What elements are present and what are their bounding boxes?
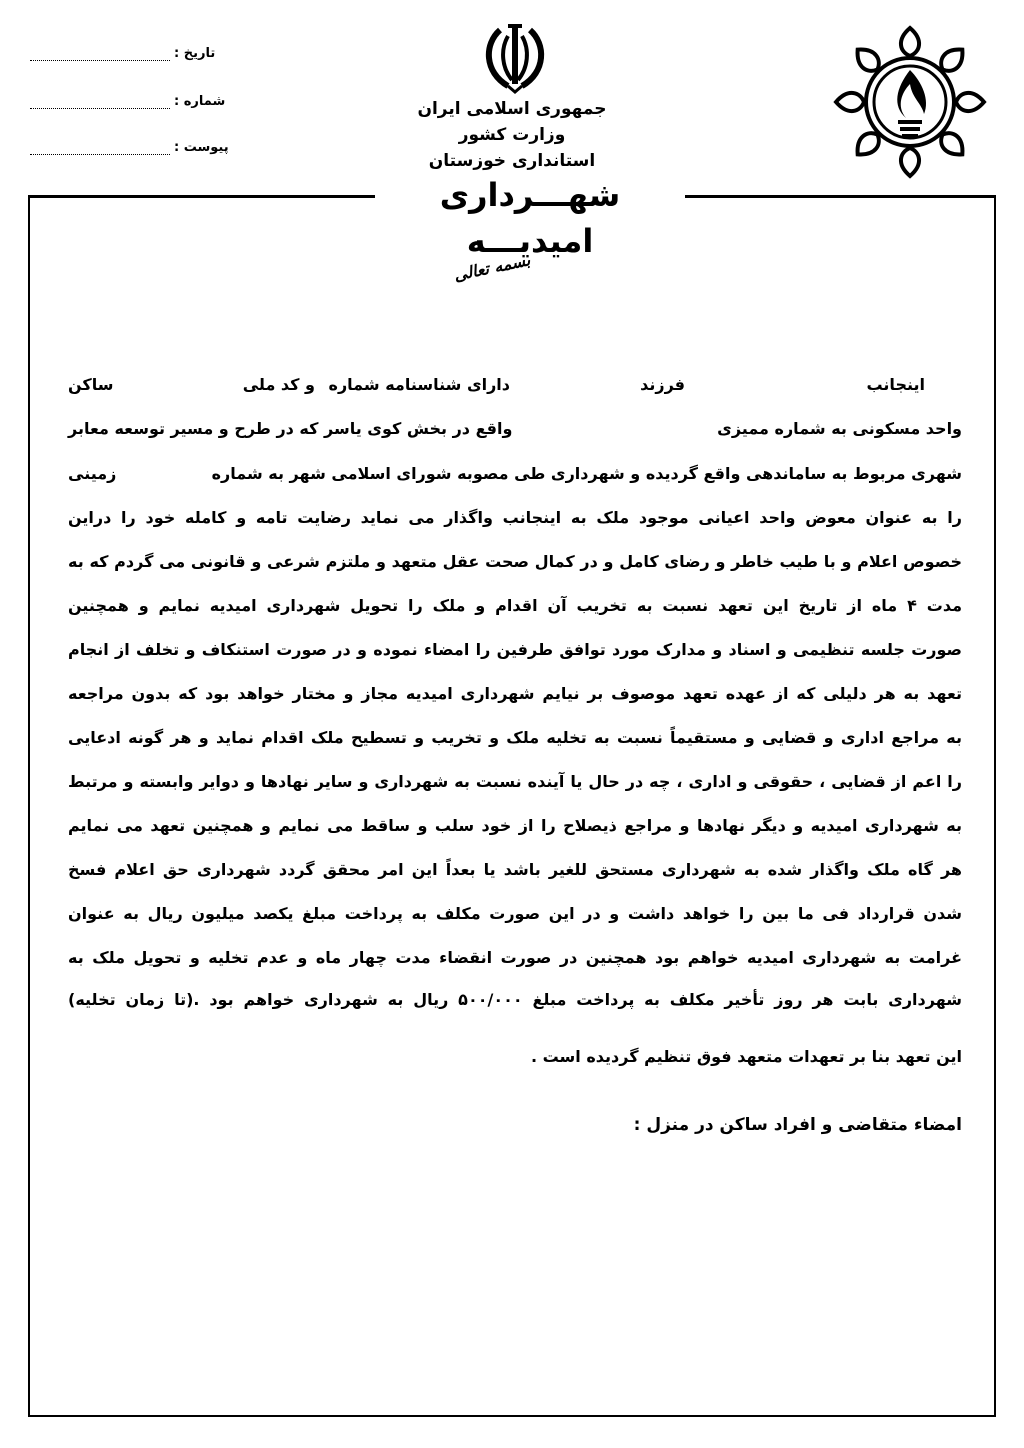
field-label-registry: واحد مسکونی به شماره ممیزی: [717, 419, 962, 438]
body-line: به مراجع اداری و قضایی و مستقیماً نسبت به تخلیه ملک و تخریب و تسطیح ملک اقدام نماید و هر گونه ادعایی: [68, 728, 962, 747]
body-text-fragment: شهری مربوط به ساماندهی واقع گردیده و شهرداری طی مصوبه شورای اسلامی شهر به شماره: [211, 464, 962, 483]
organization-header: [362, 96, 662, 174]
body-line: تعهد به هر دلیلی که از عهده تعهد موصوف بر نیایم شهرداری امیدیه مجاز و مختار خواهد بود که بدون مراجعه: [68, 684, 962, 703]
signature-label: امضاء متقاضی و افراد ساکن در منزل :: [633, 1115, 962, 1135]
body-line: به شهرداری امیدیه و دیگر نهادها و مراجع ذیصلاح را از خود سلب و ساقط می نمایم و همچنین تعهد می نمایم: [68, 816, 962, 835]
org-line-ministry: وزارت کشور: [458, 125, 566, 145]
body-line: هر گاه ملک واگذار شده به شهرداری مستحق للغیر باشد یا بعداً این امر محقق گردد شهرداری حق اعلام فسخ: [68, 860, 962, 879]
field-label-father: فرزند: [640, 375, 685, 394]
body-line: صورت جلسه تنظیمی و اسناد و مدارک مورد توافق طرفین را امضاء نموده و در صورت استنکاف و تخلف از انجام: [68, 640, 962, 659]
body-line: مدت ۴ ماه از تاریخ این تعهد نسبت به تخریب آن اقدام و ملک را تحویل شهرداری امیدیه نمایم و همچنین: [68, 596, 963, 615]
field-label-resident: ساکن: [68, 375, 114, 394]
document-frame: [28, 195, 996, 1417]
number-field: [30, 94, 225, 109]
body-line: خصوص اعلام و با طیب خاطر و رضای کامل و در کمال صحت عقل متعهد و ملتزم شرعی و قانونی می گردم که به: [68, 552, 962, 571]
invocation-text: بسمه تعالی: [452, 250, 532, 285]
body-line: غرامت به شهرداری امیدیه خواهم بود همچنین در صورت انقضاء مدت چهار ماه و عدم تخلیه و تحویل ملک به: [68, 948, 962, 967]
field-label-name: اینجانب: [866, 375, 925, 394]
iran-emblem-icon: [478, 22, 552, 94]
attachment-field: [30, 140, 229, 155]
org-line-republic: جمهوری اسلامی ایران: [417, 99, 607, 119]
body-line: شدن قرارداد فی ما بین را خواهد داشت و در این صورت مکلف به پرداخت مبلغ یکصد میلیون ریال به عنوان: [68, 904, 962, 923]
body-text-fragment: واقع در بخش کوی یاسر که در طرح و مسیر توسعه معابر: [68, 419, 513, 438]
field-label-land: زمینی: [68, 464, 117, 483]
field-label-id-number: دارای شناسنامه شماره: [328, 375, 510, 394]
org-line-governorate: استانداری خوزستان: [428, 151, 596, 171]
body-line: را اعم از قضایی ، حقوقی و اداری ، چه در حال یا آینده نسبت به شهرداری و سایر نهادها و دوایر وابسته و مرتبط: [68, 772, 962, 791]
body-line: شهرداری بابت هر روز تأخیر مکلف به پرداخت مبلغ ۵۰۰/۰۰۰ ریال به شهرداری خواهم بود .(تا زمان تخلیه): [68, 990, 962, 1009]
date-field: [30, 46, 215, 61]
municipality-logo-icon: [826, 18, 994, 184]
closing-statement: این تعهد بنا بر تعهدات متعهد فوق تنظیم گردیده است .: [530, 1047, 962, 1066]
number-label: شماره :: [174, 94, 226, 109]
date-label: تاریخ :: [174, 46, 216, 61]
body-line: را به عنوان معوض واحد اعیانی موجود ملک به اینجانب واگذار می نماید رضایت تامه و کامله خود را دراین: [68, 508, 962, 527]
page-title: شهـــرداری امیدیـــه: [375, 172, 685, 264]
field-label-national-code: و کد ملی: [242, 375, 315, 394]
attachment-label: پیوست :: [174, 140, 229, 155]
